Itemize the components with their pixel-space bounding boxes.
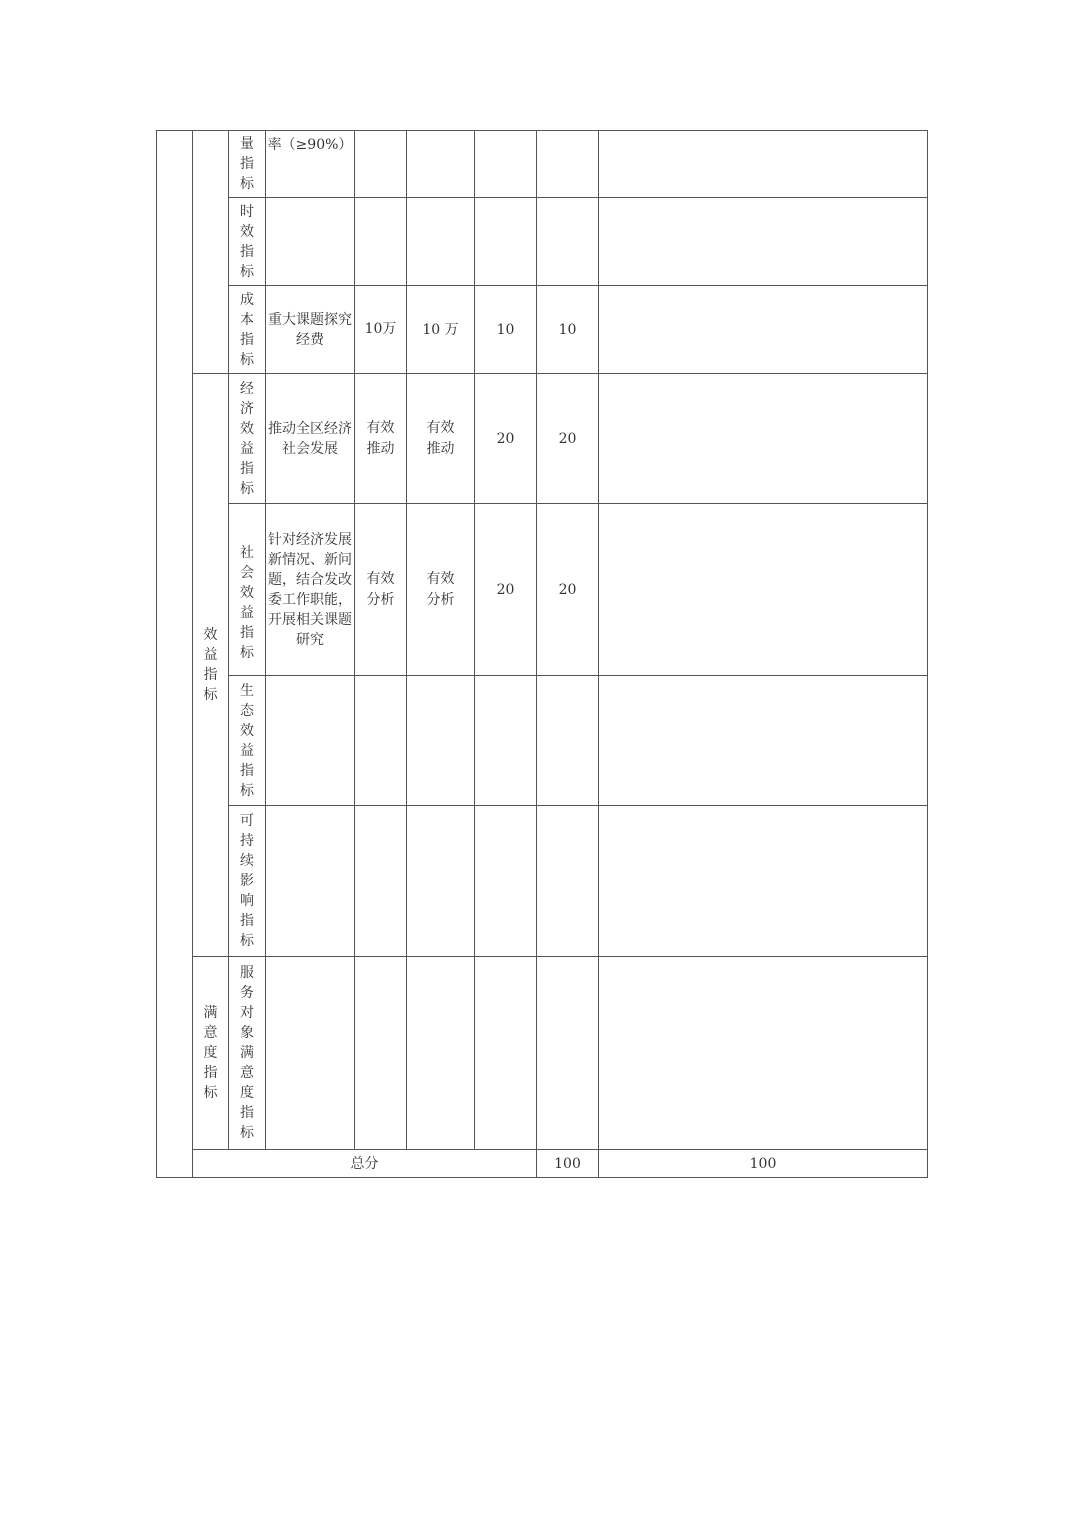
- note-cell: [599, 286, 928, 374]
- actual-value-cell: [407, 131, 475, 198]
- actual-value-cell: 有效分析: [407, 504, 475, 676]
- actual-value-cell: [407, 806, 475, 957]
- note-cell: [599, 676, 928, 806]
- indicator-cell: [266, 676, 355, 806]
- table-row: [157, 957, 928, 1150]
- weight-cell: [475, 131, 537, 198]
- level2-cell-satisfaction: 满意度指标: [193, 957, 229, 1150]
- table-row: [157, 676, 928, 806]
- actual-value-cell: 10 万: [407, 286, 475, 374]
- indicator-cell: [266, 198, 355, 286]
- weight-cell: [475, 198, 537, 286]
- annual-target-cell: 10万: [355, 286, 407, 374]
- annual-target-cell: [355, 676, 407, 806]
- table-row: [157, 374, 928, 504]
- annual-target-cell: [355, 806, 407, 957]
- note-cell: [599, 374, 928, 504]
- annual-target-cell: [355, 131, 407, 198]
- level3-cell: 社会效益指标: [229, 504, 266, 676]
- actual-value-cell: [407, 676, 475, 806]
- level2-cell-benefit: 效益指标: [193, 374, 229, 957]
- score-cell: [537, 806, 599, 957]
- annual-target-cell: [355, 957, 407, 1150]
- indicator-cell: [266, 957, 355, 1150]
- level3-cell: 量指标: [229, 131, 266, 198]
- indicator-cell: 针对经济发展新情况、新问题，结合发改委工作职能，开展相关课题研究: [266, 504, 355, 676]
- table-row: [157, 806, 928, 957]
- actual-value-cell: [407, 957, 475, 1150]
- table-row: [157, 131, 928, 198]
- total-score: 100: [599, 1150, 928, 1178]
- score-cell: [537, 198, 599, 286]
- score-cell: 20: [537, 504, 599, 676]
- note-cell: [599, 504, 928, 676]
- weight-cell: [475, 676, 537, 806]
- note-cell: [599, 957, 928, 1150]
- note-cell: [599, 131, 928, 198]
- level3-cell: 生态效益指标: [229, 676, 266, 806]
- score-cell: 20: [537, 374, 599, 504]
- indicator-cell: [266, 806, 355, 957]
- note-cell: [599, 198, 928, 286]
- score-cell: [537, 131, 599, 198]
- weight-cell: 20: [475, 504, 537, 676]
- score-cell: 10: [537, 286, 599, 374]
- weight-cell: 10: [475, 286, 537, 374]
- annual-target-cell: [355, 198, 407, 286]
- total-row: [157, 1150, 928, 1178]
- total-label: 总分: [193, 1150, 537, 1178]
- performance-table: [156, 130, 928, 1178]
- indicator-cell: 率（≥90%）: [266, 131, 355, 198]
- level2-cell-output: [193, 131, 229, 374]
- score-cell: [537, 957, 599, 1150]
- actual-value-cell: [407, 198, 475, 286]
- annual-target-cell: 有效推动: [355, 374, 407, 504]
- total-weight: 100: [537, 1150, 599, 1178]
- weight-cell: [475, 957, 537, 1150]
- level1-cell: [157, 131, 193, 1178]
- indicator-cell: 重大课题探究经费: [266, 286, 355, 374]
- indicator-cell: 推动全区经济社会发展: [266, 374, 355, 504]
- level3-cell: 成本指标: [229, 286, 266, 374]
- weight-cell: 20: [475, 374, 537, 504]
- note-cell: [599, 806, 928, 957]
- table-row: [157, 198, 928, 286]
- level3-cell: 经济效益指标: [229, 374, 266, 504]
- level3-cell: 服务对象满意度指标: [229, 957, 266, 1150]
- actual-value-cell: 有效推动: [407, 374, 475, 504]
- annual-target-cell: 有效分析: [355, 504, 407, 676]
- level3-cell: 时效指标: [229, 198, 266, 286]
- table-row: [157, 504, 928, 676]
- level3-cell: 可持续影响指标: [229, 806, 266, 957]
- score-cell: [537, 676, 599, 806]
- weight-cell: [475, 806, 537, 957]
- table-row: [157, 286, 928, 374]
